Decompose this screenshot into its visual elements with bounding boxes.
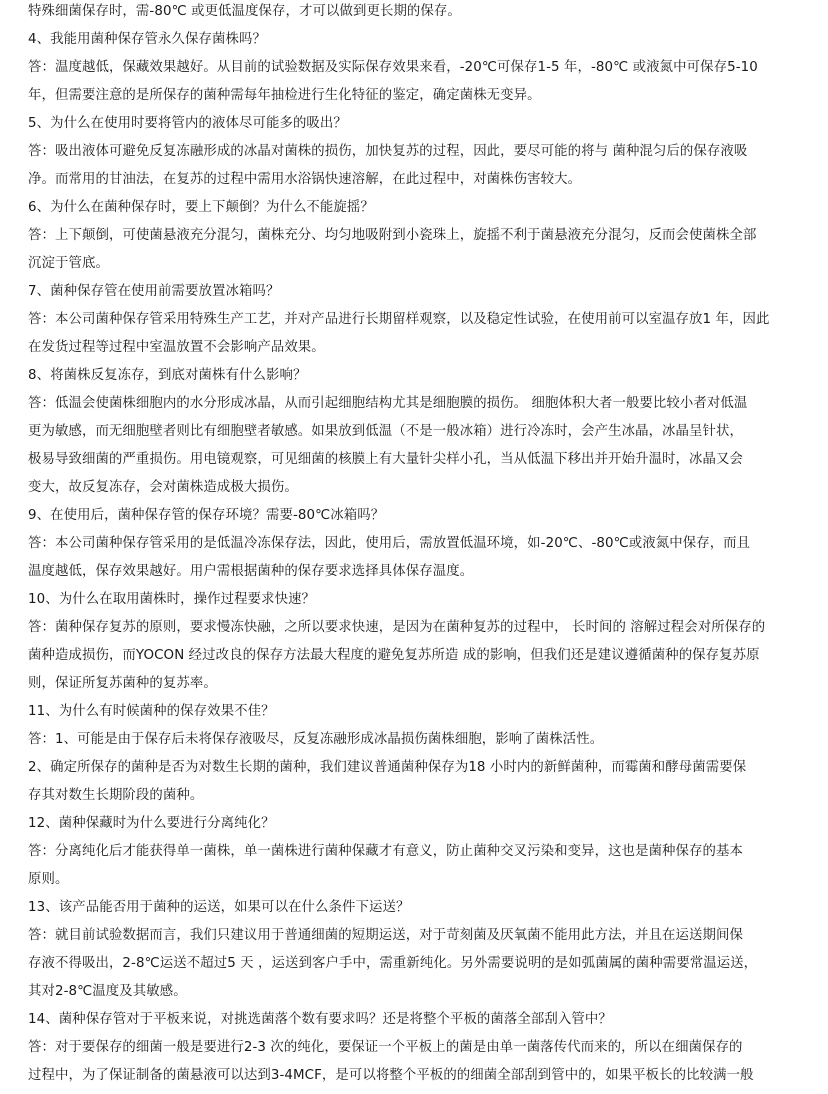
text-line: 答：1、可能是由于保存后未将保存液吸尽，反复冻融形成冰晶损伤菌株细胞，影响了菌株活性。 (28, 732, 604, 747)
text-line: 答：上下颠倒，可使菌悬液充分混匀，菌株充分、均匀地吸附到小瓷珠上，旋摇不利于菌悬液充分混匀，反而会使菌株全部 (28, 228, 757, 243)
text-line: 存其对数生长期阶段的菌种。 (28, 788, 204, 803)
text-line: 沉淀于管底。 (28, 256, 109, 271)
text-line: 答：对于要保存的细菌一般是要进行2-3 次的纯化，要保证一个平板上的菌是由单一菌落传代而来的，所以在细菌保存的 (28, 1040, 743, 1055)
question-heading: 8、将菌株反复冻存，到底对菌株有什么影响？ (28, 368, 307, 383)
question-heading: 12、菌种保藏时为什么要进行分离纯化？ (28, 816, 275, 831)
text-line: 答：吸出液体可避免反复冻融形成的冰晶对菌株的损伤，加快复苏的过程，因此，要尽可能的将与 菌种混匀后的保存液吸 (28, 144, 748, 159)
text-line: 极易导致细菌的严重损伤。用电镜观察，可见细菌的核膜上有大量针尖样小孔，当从低温下移出并开始升温时，冰晶又会 (28, 452, 743, 467)
text-line: 存液不得吸出，2-8℃运送不超过5 天 ，运送到客户手中，需重新纯化。另外需要说明的是如弧菌属的菌种需要常温运送， (28, 956, 758, 971)
text-line: 菌种造成损伤，而YOCON 经过改良的保存方法最大程度的避免复苏所造 成的影响，但我们还是建议遵循菌种的保存复苏原 (28, 648, 760, 663)
text-line: 年，但需要注意的是所保存的菌种需每年抽检进行生化特征的鉴定，确定菌株无变异。 (28, 88, 541, 103)
question-heading: 4、我能用菌种保存管永久保存菌株吗？ (28, 32, 266, 47)
text-line: 则，保证所复苏菌种的复苏率。 (28, 676, 217, 691)
question-heading: 10、为什么在取用菌株时，操作过程要求快速？ (28, 592, 316, 607)
text-line: 过程中，为了保证制备的菌悬液可以达到3-4MCF，是可以将整个平板的的细菌全部刮到管中的，如果平板长的比较满一般 (28, 1068, 754, 1083)
text-line: 其对2-8℃温度及其敏感。 (28, 984, 187, 999)
text-line: 2、确定所保存的菌种是否为对数生长期的菌种，我们建议普通菌种保存为18 小时内的新鲜菌种，而霉菌和酵母菌需要保 (28, 760, 747, 775)
text-line: 答：就目前试验数据而言，我们只建议用于普通细菌的短期运送，对于苛刻菌及厌氧菌不能用此方法，并且在运送期间保 (28, 928, 743, 943)
text-line: 答：低温会使菌株细胞内的水分形成冰晶，从而引起细胞结构尤其是细胞膜的损伤。 细胞体积大者一般要比较小者对低温 (28, 396, 748, 411)
question-heading: 7、菌种保存管在使用前需要放置冰箱吗？ (28, 284, 280, 299)
text-line: 答：温度越低，保藏效果越好。从目前的试验数据及实际保存效果来看，-20℃可保存1-5 年，-80℃ 或液氮中可保存5-10 (28, 60, 758, 75)
question-heading: 9、在使用后，菌种保存管的保存环境？需要-80℃冰箱吗？ (28, 508, 385, 523)
text-line: 答：菌种保存复苏的原则，要求慢冻快融，之所以要求快速，是因为在菌种复苏的过程中， 长时间的 溶解过程会对所保存的 (28, 620, 766, 635)
question-heading: 14、菌种保存管对于平板来说，对挑选菌落个数有要求吗？还是将整个平板的菌落全部刮入管中？ (28, 1012, 612, 1027)
question-heading: 11、为什么有时候菌种的保存效果不佳？ (28, 704, 275, 719)
text-line: 变大，故反复冻存，会对菌株造成极大损伤。 (28, 480, 298, 495)
document-body (28, 0, 783, 1090)
text-line: 在发货过程等过程中室温放置不会影响产品效果。 (28, 340, 325, 355)
question-heading: 13、该产品能否用于菌种的运送，如果可以在什么条件下运送？ (28, 900, 410, 915)
text-line: 答：分离纯化后才能获得单一菌株，单一菌株进行菌种保藏才有意义，防止菌种交叉污染和变异，这也是菌种保存的基本 (28, 844, 743, 859)
text-line: 净。而常用的甘油法，在复苏的过程中需用水浴锅快速溶解，在此过程中，对菌株伤害较大。 (28, 172, 582, 187)
text-line: 温度越低，保存效果越好。用户需根据菌种的保存要求选择具体保存温度。 (28, 564, 474, 579)
text-line: 答：本公司菌种保存管采用特殊生产工艺，并对产品进行长期留样观察，以及稳定性试验，在使用前可以室温存放1 年，因此 (28, 312, 770, 327)
question-heading: 5、为什么在使用时要将管内的液体尽可能多的吸出？ (28, 116, 347, 131)
text-line: 原则。 (28, 872, 69, 887)
text-line: 答：本公司菌种保存管采用的是低温冷冻保存法，因此，使用后，需放置低温环境，如-20℃、-80℃或液氮中保存，而且 (28, 536, 751, 551)
question-heading: 6、为什么在菌种保存时，要上下颠倒？为什么不能旋摇？ (28, 200, 374, 215)
text-line: 特殊细菌保存时，需-80℃ 或更低温度保存，才可以做到更长期的保存。 (28, 4, 461, 19)
text-line: 更为敏感，而无细胞壁者则比有细胞壁者敏感。如果放到低温（不是一般冰箱）进行冷冻时，会产生冰晶，冰晶呈针状， (28, 424, 743, 439)
